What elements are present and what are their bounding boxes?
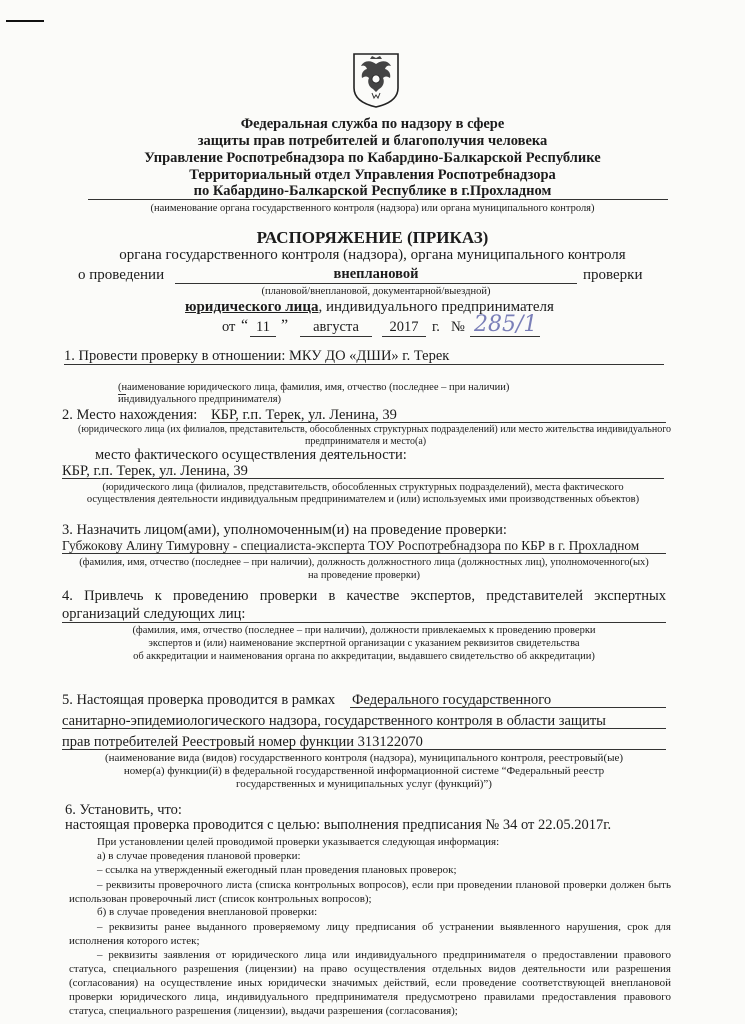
russian-coat-of-arms-icon — [352, 52, 400, 109]
section-1-text: 1. Провести проверку в отношении: МКУ ДО «ДШИ» г. Терек — [64, 348, 450, 364]
divider — [62, 478, 664, 479]
section-5-line-3: прав потребителей Реестровый номер функции 313122070 — [62, 734, 423, 750]
date-g: г. — [432, 319, 440, 335]
section-1-caption-1: (наименование юридического лица, фамилия, имя, отчество (последнее – при наличии) — [118, 382, 510, 393]
divider — [88, 199, 668, 200]
section-2-caption-2: предпринимателя и место(а) — [305, 436, 427, 447]
section-4-caption-3: об аккредитации и наименования органа по аккредитации, выдавшего свидетельство об аккредитации) — [133, 651, 595, 662]
section-2-caption-1: (юридического лица (их филиалов, представительств, обособленных структурных подразделений) или место жительства индивидуального — [78, 424, 672, 435]
document-title: РАСПОРЯЖЕНИЕ (ПРИКАЗ) — [256, 228, 489, 247]
section-4-line-2: организаций следующих лиц: — [62, 606, 246, 622]
date-day: 11 — [256, 319, 270, 335]
section-5-line-2: санитарно-эпидемиологического надзора, государственного контроля в области защиты — [62, 713, 606, 729]
header-line-5: по Кабардино-Балкарской Республике в г.Прохладном — [193, 183, 552, 199]
margin-dash — [6, 20, 44, 22]
section-5-value: Федерального государственного — [352, 692, 552, 708]
divider — [382, 336, 426, 337]
inspection-type-caption: (плановой/внеплановой, документарной/выездной) — [261, 286, 491, 297]
date-open-quote: “ — [241, 317, 249, 334]
about-suffix: проверки — [583, 267, 643, 283]
section-6-purpose: настоящая проверка проводится с целью: выполнения предписания № 34 от 22.05.2017г. — [65, 817, 612, 833]
section-4-line-1: 4. Привлечь к проведению проверки в качестве экспертов, представителей экспертных — [62, 588, 666, 604]
divider — [64, 364, 664, 365]
date-year: 2017 — [389, 319, 419, 335]
section-6-p1: При установлении целей проводимой проверки указывается следующая информация: — [97, 836, 500, 848]
section-5-label: 5. Настоящая проверка проводится в рамках — [62, 692, 336, 708]
section-6-p6: – реквизиты ранее выданного проверяемому лицу предписания об устранении выявленного нарушения, срок для исполнения которого истек; — [69, 921, 671, 947]
header-line-1: Федеральная служба по надзору в сфере — [240, 116, 505, 132]
section-6-p5: б) в случае проведения внеплановой проверки: — [97, 906, 318, 918]
divider — [62, 749, 666, 750]
inspection-type: внеплановой — [333, 266, 419, 282]
date-close-quote: ” — [281, 317, 289, 334]
document-subtitle: органа государственного контроля (надзора), органа муниципального контроля — [119, 247, 626, 263]
divider — [62, 728, 666, 729]
handwritten-number: 285/1 — [474, 312, 538, 337]
section-2-fact-caption-2: осуществления деятельности индивидуальным предпринимателем и (или) используемых ими производственных объектов) — [86, 494, 640, 505]
section-6-p7: – реквизиты заявления от юридического лица или индивидуального предпринимателя о предоставлении правового статуса, специального разрешения (лицензии) на право осуществления отдельных видов деятельности или разрешения (согласования) на осуществление иных юридически значимых действий, если проведение соответствующей внеплановой проверки юридического лица, индивидуального предпринимателя предусмотрено правилами предоставления правового статуса, специального разрешения (лицензии), выдачи разрешения (согласования); — [69, 949, 671, 1017]
section-3-value: Губжокову Алину Тимуровну - специалиста-эксперта ТОУ Роспотребнадзора по КБР в г. Прохладном — [62, 538, 640, 553]
section-4-caption-2: экспертов и (или) наименование экспертной организации с указанием реквизитов свидетельства — [148, 638, 580, 649]
date-from: от — [222, 319, 236, 335]
header-caption: (наименование органа государственного контроля (надзора) или органа муниципального контроля) — [150, 203, 595, 214]
section-3-caption-2: на проведение проверки) — [307, 570, 421, 581]
section-6-p3: – ссылка на утвержденный ежегодный план проведения плановых проверок; — [97, 864, 457, 876]
number-sign: № — [451, 319, 465, 335]
about-prefix: о проведении — [78, 267, 165, 283]
header-line-2: защиты прав потребителей и благополучия человека — [197, 133, 548, 149]
section-3-label: 3. Назначить лицом(ами), уполномоченным(и) на проведение проверки: — [62, 522, 507, 538]
section-5-caption-2: номер(а) функции(й) в федеральной государственной информационной системе “Федеральный реестр — [123, 765, 605, 777]
section-2-label: 2. Место нахождения: — [62, 407, 198, 423]
section-1-caption-2: индивидуального предпринимателя) — [118, 394, 282, 405]
section-3-caption-1: (фамилия, имя, отчество (последнее – при наличии), должность должностного лица (должностных лиц), уполномоченного(ых) — [79, 557, 649, 568]
divider — [300, 336, 372, 337]
divider — [175, 283, 577, 284]
section-2-value: КБР, г.п. Терек, ул. Ленина, 39 — [211, 407, 397, 423]
section-6-p4: – реквизиты проверочного листа (списка контрольных вопросов), если при проведении плановой проверки должен быть использован проверочный лист (список контрольных вопросов); — [69, 879, 671, 905]
divider — [250, 336, 276, 337]
divider — [62, 622, 666, 623]
section-2-fact-value: КБР, г.п. Терек, ул. Ленина, 39 — [62, 463, 248, 479]
divider — [350, 707, 666, 708]
section-4-caption-1: (фамилия, имя, отчество (последнее – при наличии), должности привлекаемых к проведению проверки — [132, 625, 596, 636]
subject-rest: , индивидуального предпринимателя — [318, 299, 554, 315]
section-5-caption-1: (наименование вида (видов) государственного контроля (надзора), муниципального контроля, реестровый(ые) — [104, 752, 624, 764]
subject-value: юридического лица — [185, 299, 319, 315]
header-line-3: Управление Роспотребнадзора по Кабардино-Балкарской Республике — [144, 150, 601, 166]
date-month: августа — [313, 319, 359, 335]
divider — [62, 553, 666, 554]
section-2-fact-label: место фактического осуществления деятельности: — [95, 447, 407, 463]
section-6-heading: 6. Установить, что: — [65, 802, 182, 818]
section-6-p2: а) в случае проведения плановой проверки: — [97, 850, 301, 862]
section-5-caption-3: государственных и муниципальных услуг (функций)”) — [236, 778, 492, 790]
section-2-fact-caption-1: (юридического лица (филиалов, представительств, обособленных структурных подразделений), места фактического — [102, 482, 624, 493]
header-line-4: Территориальный отдел Управления Роспотребнадзора — [189, 167, 556, 183]
